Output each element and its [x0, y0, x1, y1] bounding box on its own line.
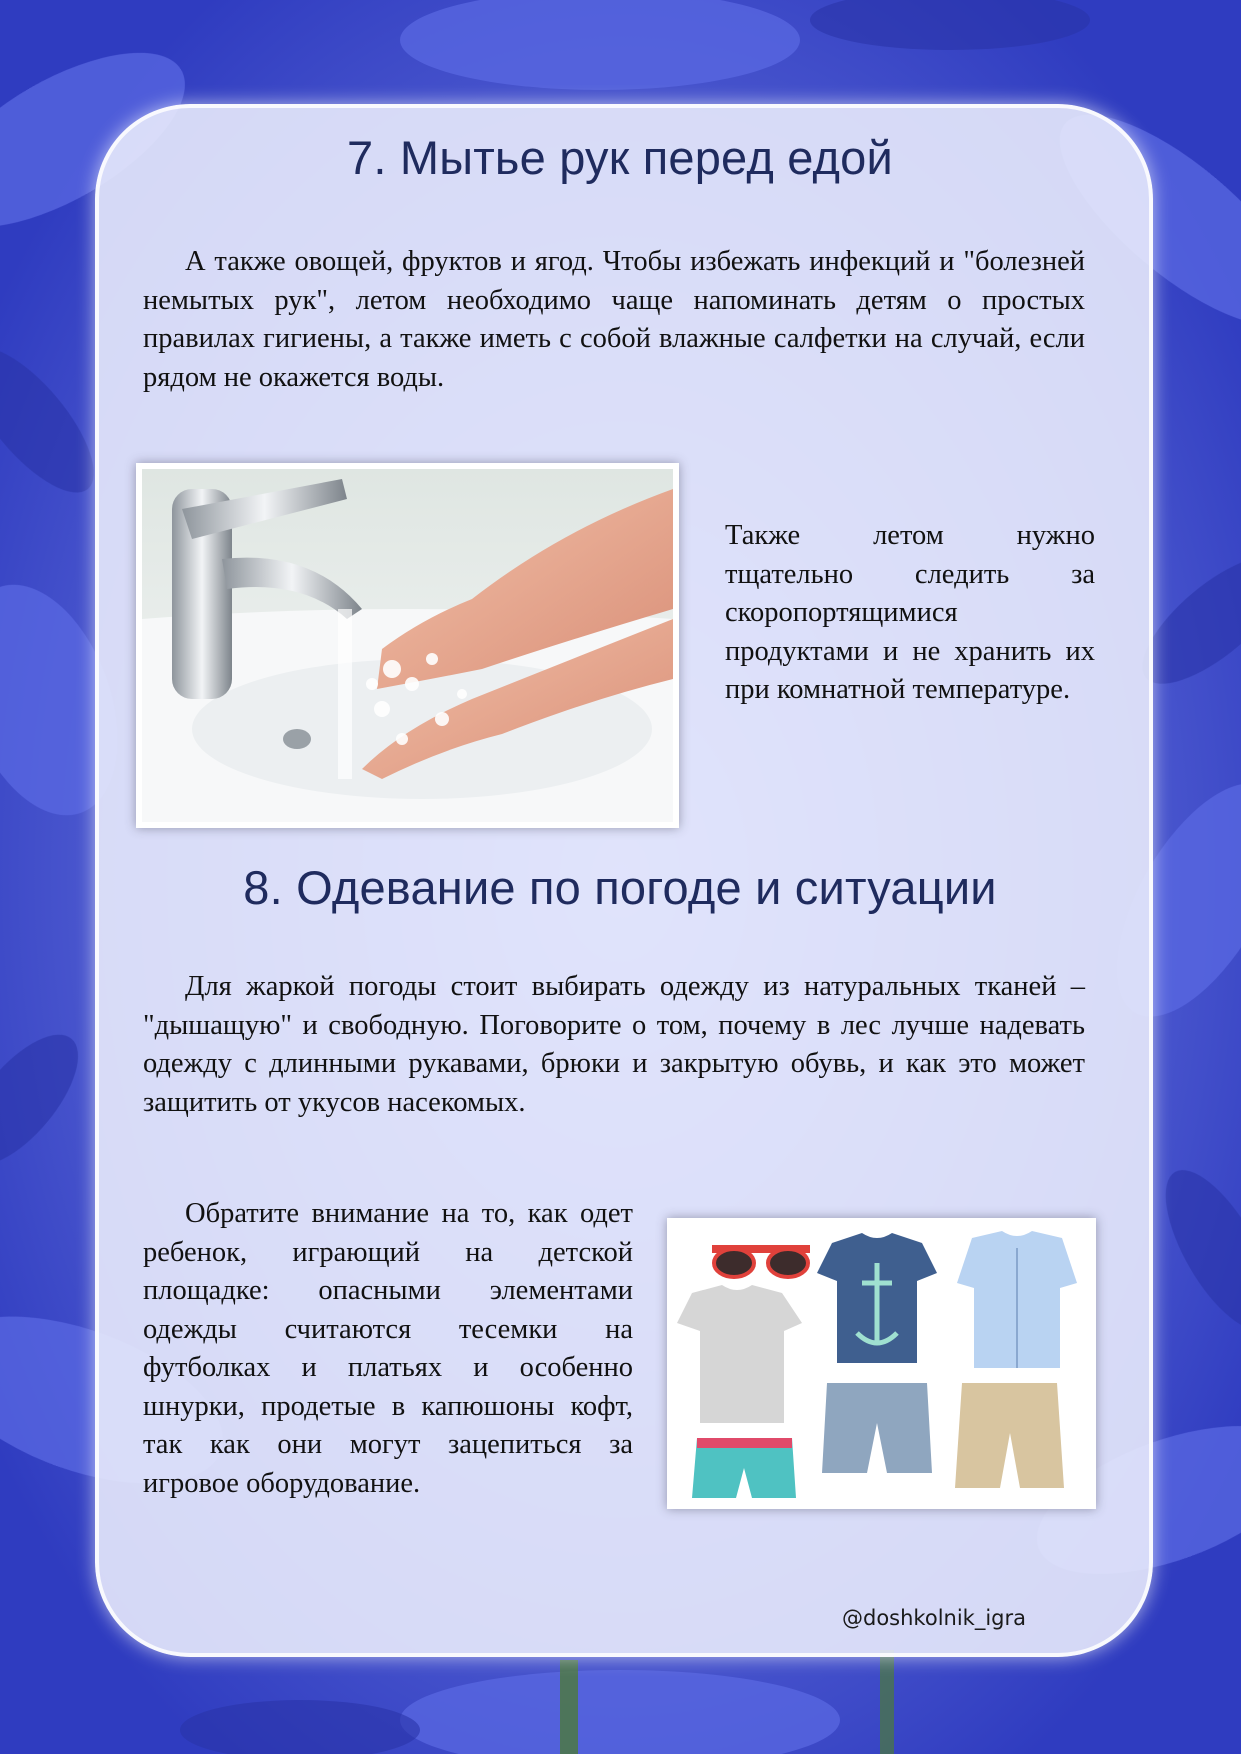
section7-title: 7. Мытье рук перед едой	[347, 131, 893, 184]
section8-title: 8. Одевание по погоде и ситуации	[243, 861, 997, 914]
section8-intro-text: Для жаркой погоды стоит выбирать одежду из натуральных тканей – "дышащую" и свободную. Поговорите о том, почему в лес лучше надевать одежду с длинными рукавами, брюки и закрытую обувь, и как это может защитить от укусов насекомых.	[143, 971, 1085, 1118]
author-handle: @doshkolnik_igra	[842, 1606, 1026, 1630]
hand-washing-illustration	[142, 469, 673, 822]
hand-washing-photo	[136, 463, 679, 828]
section7-side-text: Также летом нужно тщательно следить за скоропортящимися продуктами и не хранить их при комнатной температуре.	[725, 520, 1095, 705]
section7-intro-text: А также овощей, фруктов и ягод. Чтобы избежать инфекций и "болезней немытых рук", летом необходимо чаще напоминать детям о простых правилах гигиены, а также иметь с собой влажные салфетки на случай, если рядом не окажется воды.	[143, 246, 1085, 393]
clothing-illustration	[672, 1223, 1091, 1504]
children-clothing-photo	[667, 1218, 1096, 1509]
section8-side-text: Обратите внимание на то, как одет ребенок, играющий на детской площадке: опасными элементами одежды считаются тесемки на футболках и платьях и особенно шнурки, продетые в капюшоны кофт, так как они могут зацепиться за игровое оборудование.	[143, 1198, 633, 1499]
